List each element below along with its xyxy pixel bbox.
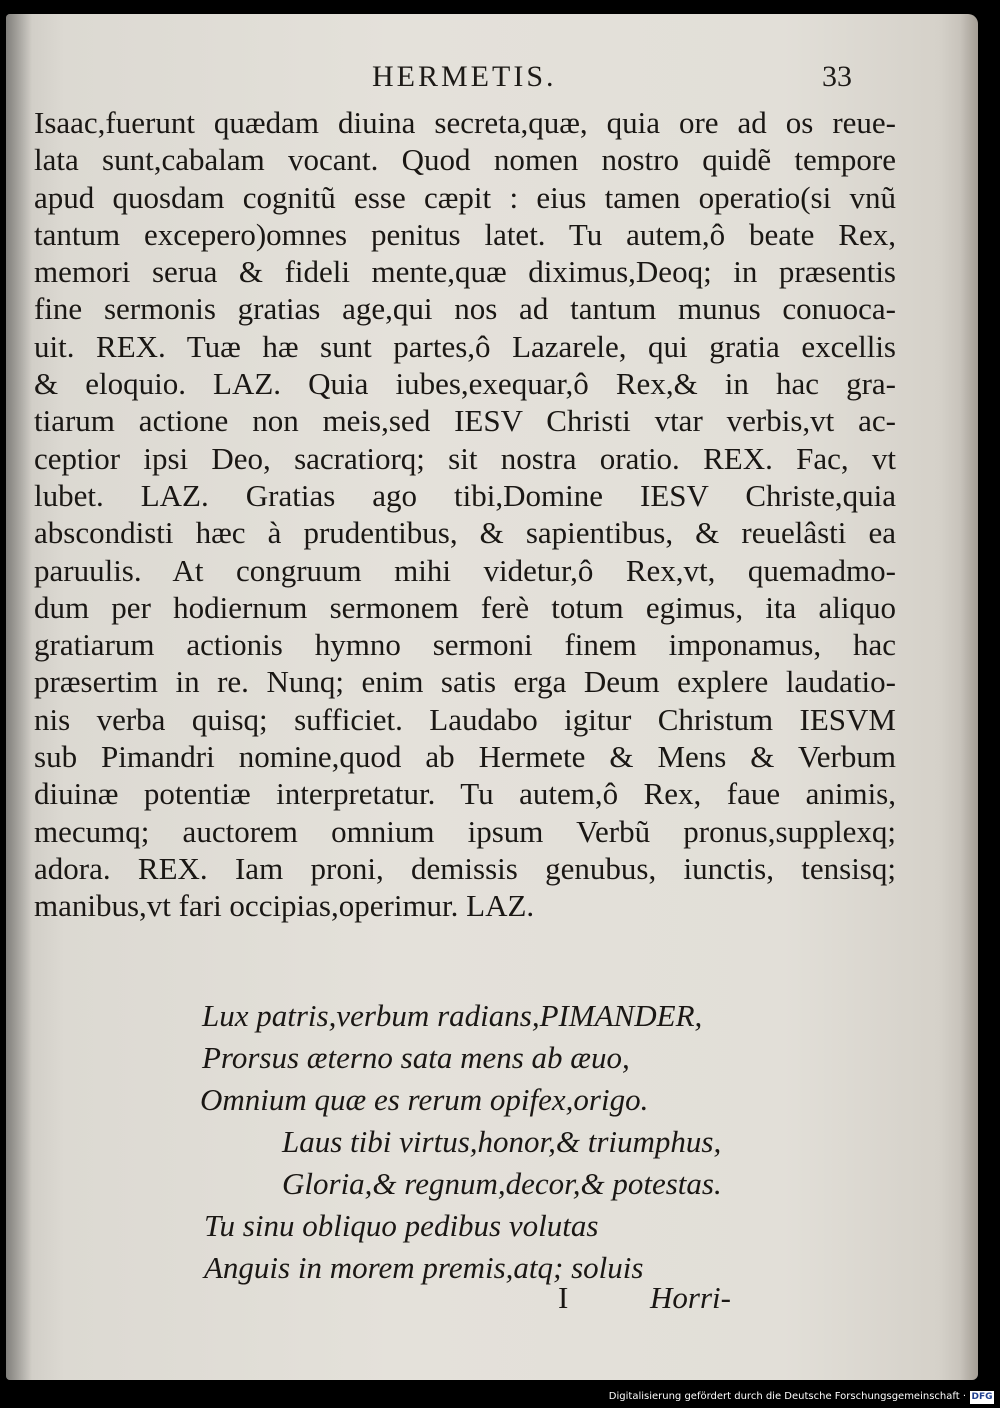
text-line: apud quosdam cognitũ esse cæpit : eius tamen operatio(si vnũ <box>34 179 896 215</box>
prose-block <box>34 104 896 925</box>
text-line: dum per hodiernum sermonem ferè totum egimus, ita aliquo <box>34 589 896 625</box>
text-line: tiarum actione non meis,sed IESV Christi vtar verbis,vt ac- <box>34 403 896 439</box>
text-line: mecumq; auctorem omnium ipsum Verbũ pronus,supplexq; <box>34 813 896 849</box>
digitization-credit: Digitalisierung gefördert durch die Deutsche Forschungsgemeinschaft · <box>608 1391 966 1402</box>
text-line: tantum excepero)omnes penitus latet. Tu autem,ô beate Rex, <box>34 216 896 252</box>
text-line: abscondisti hæc à prudentibus, & sapientibus, & reuelâsti ea <box>34 515 896 551</box>
text-line: Isaac,fuerunt quædam diuina secreta,quæ, quia ore ad os reue- <box>34 105 896 140</box>
text-line: adora. REX. Iam proni, demissis genubus, iunctis, tensisq; <box>34 850 896 886</box>
running-title: HERMETIS. <box>372 60 557 93</box>
page-number: 33 <box>822 60 852 93</box>
text-line: memori serua & fideli mente,quæ diximus,Deoq; in præsentis <box>34 254 896 290</box>
gutter-shadow <box>6 14 32 1380</box>
text-line: & eloquio. LAZ. Quia iubes,exequar,ô Rex,& in hac gra- <box>34 366 896 402</box>
hymn-verse-line: Lux patris,verbum radians,PIMANDER, <box>202 998 703 1033</box>
dfg-logo-icon: DFG <box>971 1392 993 1402</box>
text-line: fine sermonis gratias age,qui nos ad tantum munus conuoca- <box>34 291 896 327</box>
text-line: uit. REX. Tuæ hæ sunt partes,ô Lazarele, qui gratia excellis <box>34 328 896 364</box>
text-line: gratiarum actionis hymno sermoni finem imponamus, hac <box>34 627 896 663</box>
signature-mark: I <box>558 1280 569 1315</box>
text-line: paruulis. At congruum mihi videtur,ô Rex,vt, quemadmo- <box>34 552 896 588</box>
text-line: diuinæ potentiæ interpretatur. Tu autem,ô Rex, faue animis, <box>34 776 896 812</box>
text-line: nis verba quisq; sufficiet. Laudabo igitur Christum IESVM <box>34 701 896 737</box>
text-line: ceptior ipsi Deo, sacratiorq; sit nostra oratio. REX. Fac, vt <box>34 440 896 476</box>
hymn-verse-line: Gloria,& regnum,decor,& potestas. <box>282 1166 722 1201</box>
page-edge-shading <box>960 14 978 1380</box>
page-foot <box>6 1280 978 1320</box>
hymn-verse-line: Prorsus æterno sata mens ab æuo, <box>202 1040 630 1075</box>
text-line: præsertim in re. Nunq; enim satis erga Deum explere laudatio- <box>34 664 896 700</box>
text-line: lubet. LAZ. Gratias ago tibi,Domine IESV Christe,quia <box>34 477 896 513</box>
hymn-verse-line: Omnium quæ es rerum opifex,origo. <box>200 1082 649 1117</box>
text-line: lata sunt,cabalam vocant. Quod nomen nostro quidẽ tempore <box>34 142 896 178</box>
hymn-verse-line: Anguis in morem premis,atq; soluis <box>204 1250 644 1285</box>
hymn-verse-line: Laus tibi virtus,honor,& triumphus, <box>282 1124 722 1159</box>
book-page <box>6 14 978 1380</box>
hymn-verse-line: Tu sinu obliquo pedibus volutas <box>204 1208 599 1243</box>
catchword: Horri- <box>650 1280 731 1315</box>
text-line: sub Pimandri nomine,quod ab Hermete & Mens & Verbum <box>34 739 896 775</box>
text-line: manibus,vt fari occipias,operimur. LAZ. <box>34 888 535 924</box>
